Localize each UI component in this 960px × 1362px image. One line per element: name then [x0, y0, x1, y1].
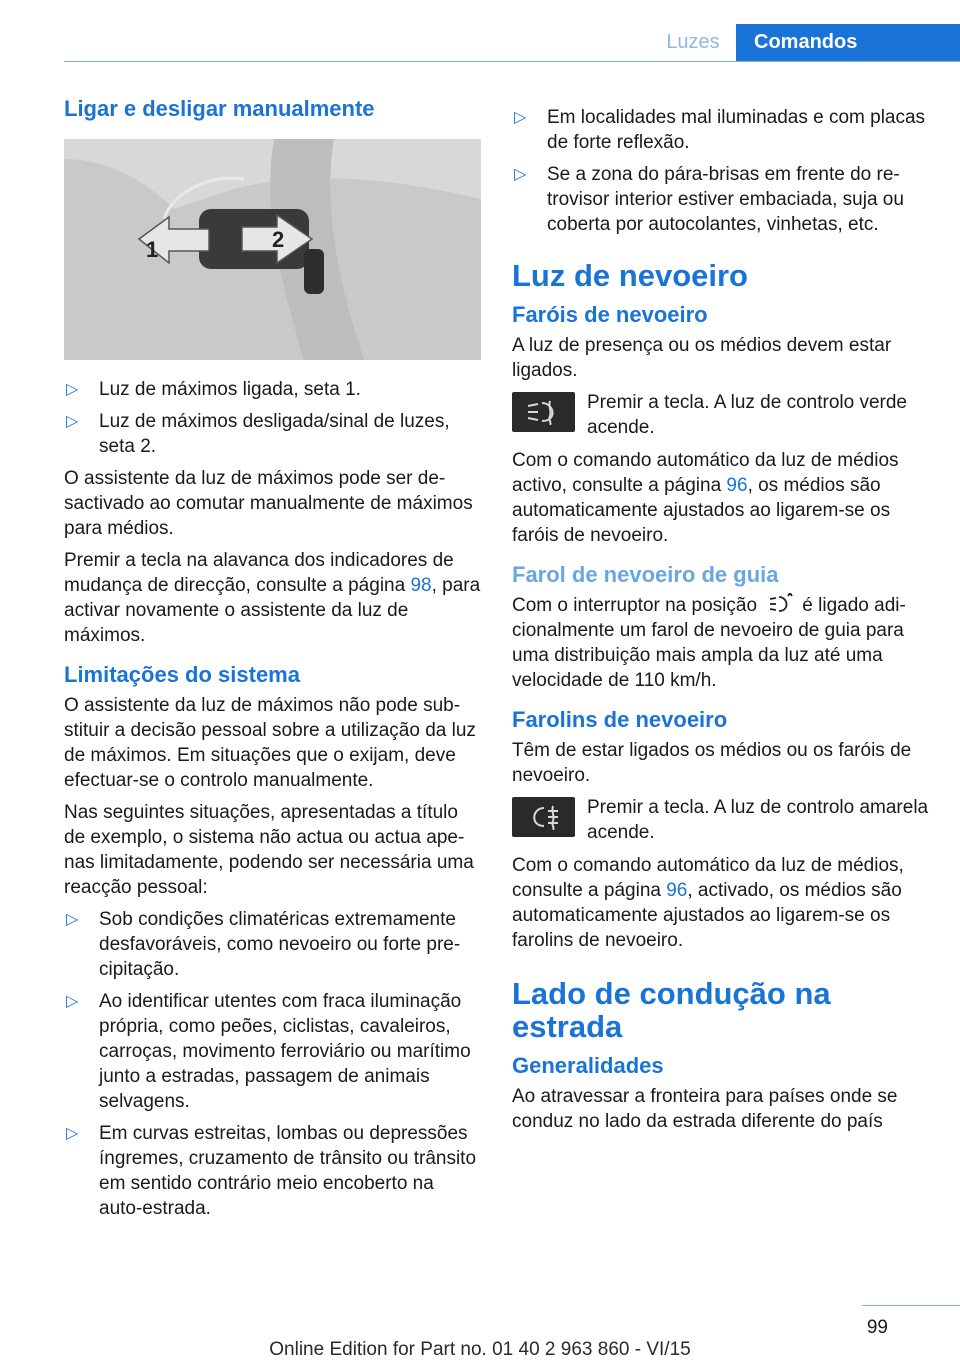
paragraph: Nas seguintes situações, apresentadas a título de exemplo, o sistema não actua ou actua apenas limitadamente, podendo ser necessária uma reacção pessoal:	[64, 802, 474, 898]
paragraph: O assistente da luz de máximos não pode substituir a decisão pessoal sobre a utilização da luz de máximos. Em situações que o exijam, deve efectuar-se o controlo manualmente.	[64, 695, 476, 791]
page-reference-link[interactable]: 96	[726, 475, 748, 496]
paragraph: A luz de presença ou os médios devem estar ligados.	[512, 335, 892, 381]
triangle-right-icon: ▷	[66, 413, 79, 430]
right-column	[512, 105, 932, 1141]
page-reference-link[interactable]: 96	[666, 880, 688, 901]
front-fog-key-text: Premir a tecla. A luz de controlo verde acende.	[587, 392, 907, 438]
triangle-right-icon: ▷	[66, 911, 79, 928]
header-rule	[64, 61, 960, 62]
limits-bullet-list	[64, 907, 481, 1221]
limits-bullet-list-continued	[512, 105, 932, 237]
high-beam-lever-figure	[64, 139, 481, 360]
manual-switch-heading: Ligar e desligar manualmente	[64, 96, 375, 121]
paragraph: O assistente da luz de máximos pode ser desactivado ao comutar manualmente de máximos para médios.	[64, 468, 473, 539]
list-item: ▷ Ao identificar utentes com fraca iluminação própria, como peões, ciclistas, cavaleiros, carroças, movimento ferroviário ou marítimo junto a estradas, passagem de animais selvagens.	[66, 991, 471, 1112]
high-beam-bullet-list	[64, 377, 481, 459]
front-fog-light-icon	[512, 392, 575, 432]
paragraph: Com o comando automático da luz de médios activo, consulte a página 96, os médios são automaticamente ajustados ao ligarem-se os faróis de nevoeiro.	[512, 450, 899, 546]
guide-fog-heading: Farol de nevoeiro de guia	[512, 562, 779, 587]
paragraph: Com o interruptor na posição é ligado adicionalmente um farol de nevoeiro de guia para uma distribuição mais ampla da luz até uma velocidade de 110 km/h.	[512, 595, 906, 691]
list-item: ▷ Se a zona do pára-brisas em frente do retrovisor interior estiver embaciada, suja ou coberta por autocolantes, vinhetas, etc.	[514, 164, 904, 235]
driving-side-heading: Lado de condução na estrada	[512, 976, 831, 1044]
paragraph: Têm de estar ligados os médios ou os faróis de nevoeiro.	[512, 740, 912, 786]
paragraph: Ao atravessar a fronteira para países onde se conduz no lado da estrada diferente do país	[512, 1086, 898, 1132]
rear-fog-heading: Farolins de nevoeiro	[512, 707, 728, 732]
section-tab: Luzes	[666, 31, 720, 53]
triangle-right-icon: ▷	[514, 166, 527, 183]
edition-footer: Online Edition for Part no. 01 40 2 963 860 - VI/15	[269, 1339, 691, 1360]
left-column	[64, 96, 481, 1228]
list-item: ▷ Luz de máximos ligada, seta 1.	[66, 379, 361, 400]
page-number: 99	[866, 1317, 888, 1338]
general-heading: Generalidades	[512, 1053, 664, 1078]
triangle-right-icon: ▷	[66, 381, 79, 398]
list-item: ▷ Em localidades mal iluminadas e com placas de forte reflexão.	[514, 107, 926, 153]
paragraph: Com o comando automático da luz de médios, consulte a página 96, activado, os médios são automaticamente ajustados ao ligarem-se os farolins de nevoeiro.	[512, 855, 904, 951]
fog-guide-switch-icon	[768, 593, 796, 615]
list-item: ▷ Luz de máximos desligada/sinal de luzes, seta 2.	[66, 411, 450, 457]
arrow-label-2: 2	[272, 227, 285, 252]
list-item: ▷ Sob condições climatéricas extremamente desfavoráveis, como nevoeiro ou forte precipitação.	[66, 909, 461, 980]
arrow-label-1: 1	[146, 237, 159, 262]
front-fog-key-row	[512, 390, 932, 440]
list-item: ▷ Em curvas estreitas, lombas ou depressões íngremes, cruzamento de trânsito ou trânsito em sentido contrário meio encoberto na auto-estrada.	[66, 1123, 477, 1219]
rear-fog-light-icon	[512, 797, 575, 837]
fog-lights-heading: Luz de nevoeiro	[512, 258, 748, 293]
rear-fog-key-row	[512, 795, 932, 845]
triangle-right-icon: ▷	[66, 1125, 79, 1142]
triangle-right-icon: ▷	[66, 993, 79, 1010]
paragraph: Premir a tecla na alavanca dos indicadores de mudança de direcção, consulte a página 98, para activar novamente o assistente da luz de máximos.	[64, 550, 481, 646]
page-reference-link[interactable]: 98	[410, 575, 432, 596]
system-limits-heading: Limitações do sistema	[64, 662, 300, 687]
chapter-tab: Comandos	[736, 24, 960, 61]
rear-fog-key-text: Premir a tecla. A luz de controlo amarela acende.	[587, 797, 929, 843]
front-fog-heading: Faróis de nevoeiro	[512, 302, 708, 327]
footer-rule	[862, 1305, 960, 1306]
triangle-right-icon: ▷	[514, 109, 527, 126]
